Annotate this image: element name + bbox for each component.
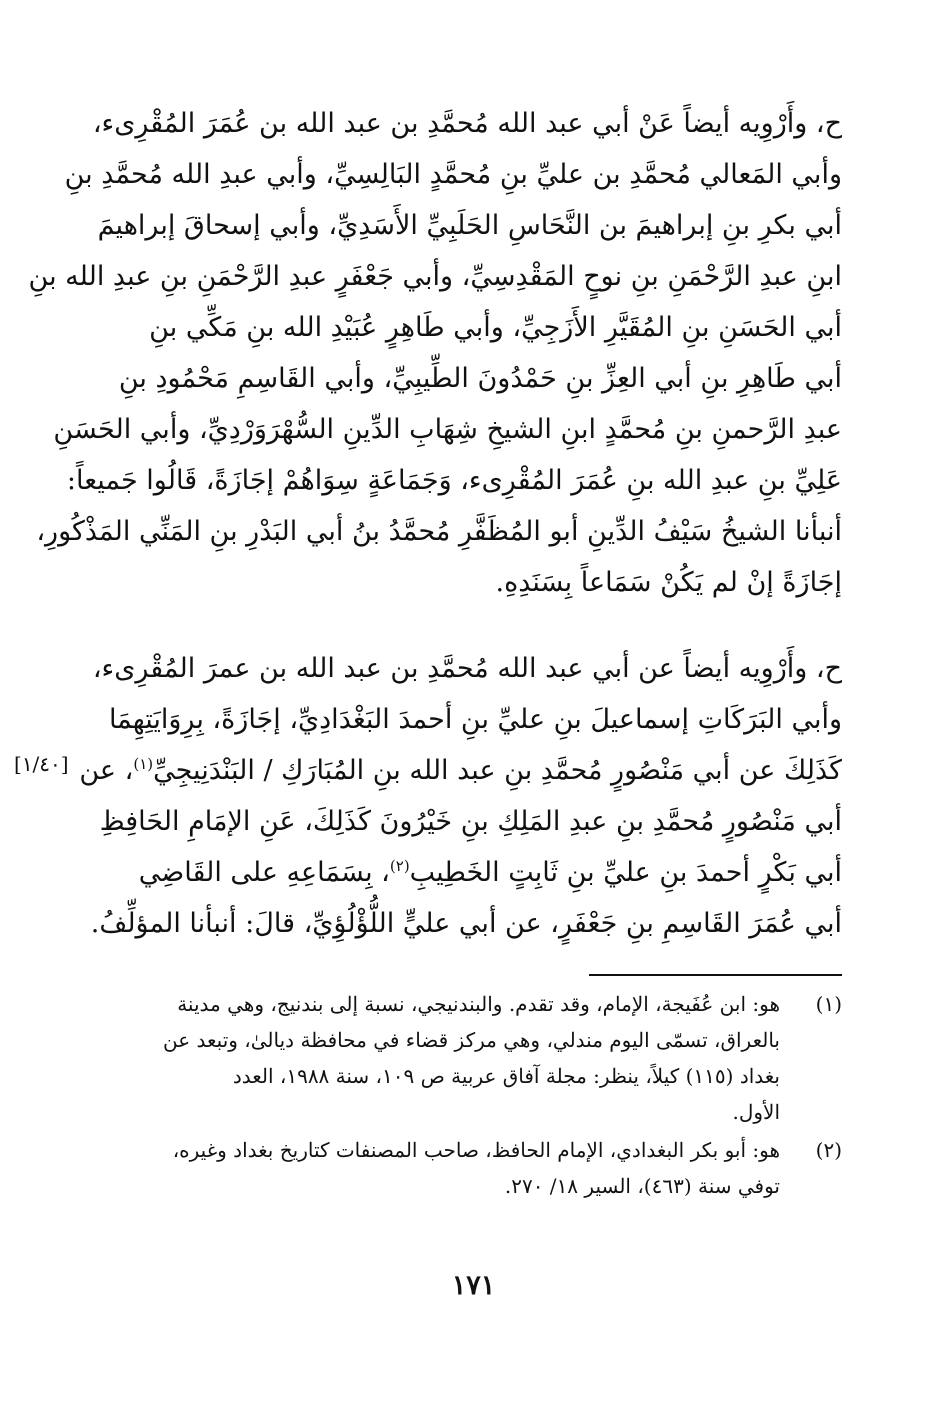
text-line-main: أبي بَكْرٍ أحمدَ بنِ عليِّ بنِ ثَابِتٍ الخَطِيبِ <box>409 857 842 888</box>
paragraph-1 <box>28 98 842 608</box>
text-line: أنبأنا الشيخُ سَيْفُ الدِّينِ أبو المُظَفَّرِ مُحمَّدُ بنُ أبي البَدْرِ بنِ المَنِّي المَذْكُورِ، <box>36 516 842 547</box>
text-line: إجَازَةً إنْ لم يَكُنْ سَمَاعاً بِسَنَدِهِ. <box>495 567 842 598</box>
text-line: ابنِ عبدِ الرَّحْمَنِ بنِ نوحٍ المَقْدِسِيِّ، وأبي جَعْفَرٍ عبدِ الرَّحْمَنِ بنِ عبدِ الله بنِ <box>28 261 842 292</box>
text-line <box>112 847 842 898</box>
footnote-divider <box>589 974 842 976</box>
text-line: وأبي المَعالي مُحمَّدِ بن عليِّ بنِ مُحمَّدٍ البَالِسِيِّ، وأبي عبدِ الله مُحمَّدِ بنِ <box>64 159 842 190</box>
footnote-line: بالعراق، تسمّى اليوم مندلي، وهي مركز قضاء في محافظة ديالىٰ، وتبعد عن <box>163 1028 780 1052</box>
footnote-line: بغداد (١١٥) كيلاً، ينظر: مجلة آفاق عربية ص ١٠٩، سنة ١٩٨٨، العدد <box>232 1064 780 1088</box>
text-line <box>79 745 842 796</box>
text-line-tail: ، عن <box>79 755 134 786</box>
footnotes <box>107 986 842 1206</box>
text-line: أبي الحَسَنِ بنِ المُقَيَّرِ الأَزَجِيِّ، وأبي طَاهِرٍ عُبَيْدِ الله بنِ مَكِّي بنِ <box>149 312 842 343</box>
text-line-main: كَذَلِكَ عن أبي مَنْصُورٍ مُحمَّدِ بنِ عبد الله بنِ المُبَارَكِ / البَنْدَنِيجِيِّ <box>153 755 842 786</box>
footnote-1 <box>107 986 842 1130</box>
paragraph-2 <box>79 643 842 949</box>
text-line: عبدِ الرَّحمنِ بنِ مُحمَّدٍ ابنِ الشيخِ شِهَابِ الدِّينِ السُّهْرَوَرْدِيِّ، وأبي الحَسَنِ <box>53 414 842 445</box>
footnote-line: توفي سنة (٤٦٣)، السير ١٨/ ٢٧٠. <box>504 1174 780 1198</box>
text-line: ح، وأَرْوِيه أيضاً عن أبي عبد الله مُحمَّدِ بن عبد الله بن عمرَ المُقْرِىء، <box>92 653 842 684</box>
text-line: أبي عُمَرَ القَاسِمِ بنِ جَعْفَرٍ، عن أبي عليٍّ اللُّؤْلُؤِيِّ، قالَ: أنبأنا المؤلِّفُ. <box>90 908 842 939</box>
footnote-ref-2[interactable]: (٢) <box>389 857 410 875</box>
footnote-line: هو: أبو بكر البغدادي، الإمام الحافظ، صاحب المصنفات كتاريخ بغداد وغيره، <box>172 1138 780 1162</box>
footnote-2 <box>107 1132 842 1204</box>
footnote-ref-1[interactable]: (١) <box>133 755 154 773</box>
text-line: عَلِيِّ بنِ عبدِ الله بنِ عُمَرَ المُقْرِىء، وَجَمَاعَةٍ سِوَاهُمْ إجَازَةً، قَالُوا جَميعاً: <box>66 465 842 496</box>
manuscript-folio-ref: [١/٤٠] <box>14 752 69 776</box>
text-line: ح، وأَرْوِيه أيضاً عَنْ أبي عبد الله مُحمَّدِ بن عبد الله بن عُمَرَ المُقْرِىء، <box>92 108 842 139</box>
page-number: ١٧١ <box>451 1270 496 1301</box>
text-line: أبي طَاهِرِ بنِ أبي العِزِّ بنِ حَمْدُونَ الطِّيبِيِّ، وأبي القَاسِمِ مَحْمُودِ بنِ <box>118 363 842 394</box>
text-line: أبي مَنْصُورٍ مُحمَّدِ بنِ عبدِ المَلِكِ بنِ خَيْرُونَ كَذَلِكَ، عَنِ الإمَامِ الحَافِظِ <box>99 806 842 837</box>
footnote-line: الأول. <box>732 1100 780 1124</box>
text-line: أبي بكرِ بنِ إبراهيمَ بن النَّحَاسِ الحَلَبِيِّ الأَسَدِيِّ، وأبي إسحاقَ إبراهيمَ <box>97 210 842 241</box>
text-line-tail: ، بِسَمَاعِهِ على القَاضِي <box>138 857 390 888</box>
footnote-number: (٢) <box>815 1138 842 1162</box>
footnote-number: (١) <box>815 992 842 1016</box>
text-line: وأبي البَرَكَاتِ إسماعيلَ بنِ عليِّ بنِ أحمدَ البَغْدَادِيِّ، إجَازَةً، بِرِوَايَتِهِمَا <box>108 704 842 735</box>
footnote-line: هو: ابن عُفَيجة، الإمام، وقد تقدم. والبندنيجي، نسبة إلى بندنيج، وهي مدينة <box>177 992 780 1016</box>
